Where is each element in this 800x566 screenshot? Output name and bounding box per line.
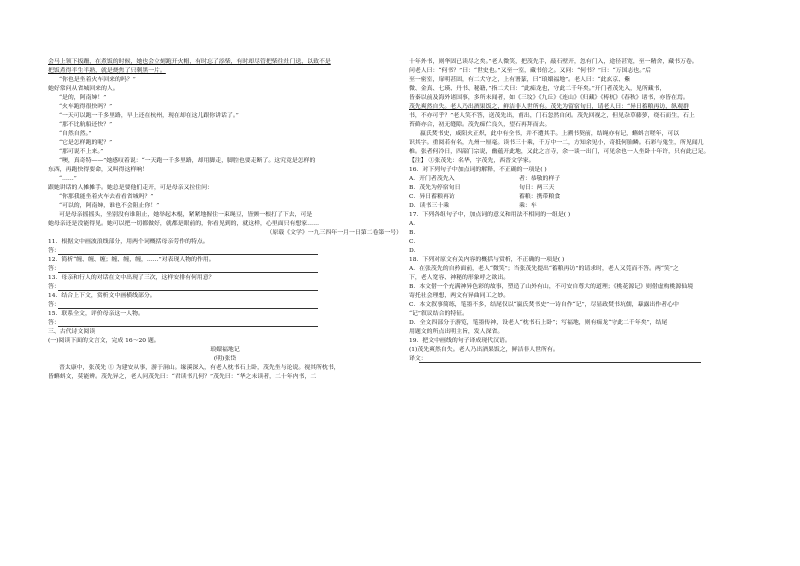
option-row[interactable]: A． [409,221,420,227]
option-sentence: D．读书三十乘 [409,203,450,209]
answer-field[interactable] [48,301,402,310]
option-explanation: 者：恭敬的样子 [519,176,561,182]
option-line: 下，老人宽容、神秘的形象呼之欲出。 [409,275,510,281]
option-explanation: 乘：车 [519,203,537,209]
question-16-options [409,175,761,211]
question-text: 13．母亲和行人的对话在文中出现了三次，这样安排有何用意？ [48,275,215,281]
passage-line: 嬴氏焚书史，咸阳火正炽，此中有全书，并不遭其手。上溯书契前，结绳亦有记，蝌蚪言嗟年，可以 [420,131,680,137]
source-note: （原载《文学》一九三四年一月一日第二卷第一号） [266,230,402,236]
passage-line: “自然自然。” [59,131,92,137]
passage-line: “可以的，阿南婶，谁也不会阻止你！” [59,203,160,209]
passage-author: (明)张岱 [213,356,237,362]
answer-label: 答： [48,248,60,254]
answer-field[interactable] [48,319,402,328]
passage-line: “它是怎样跑的呢？” [59,140,113,146]
option-line: C．本文叙事简练，笔墨不多，结尾仅以“嬴氏焚书史”一诗自作“记”，尽显政焚书坑儒，暴露出作者心中 [409,302,679,308]
question-list [48,238,402,328]
question-16: 16．对下列句子中加点词的解释，不正确的一项是( ) [409,167,547,173]
option-explanation: 旬日：两三天 [519,185,555,191]
section-title: 三、古代诗文阅读 [48,329,96,335]
passage-line: 问老人曰：“何书？”曰：“世史也。”又至一室，藏书倍之。又问：“何书？”曰：“万国志也。”后 [409,68,652,74]
right-column [409,58,761,364]
option-line: “记”叙议结合的特征。 [409,311,469,317]
answer-label: 答： [48,320,60,326]
passage-line: “……” [59,176,77,182]
passage-line: “火车跑得很快吗？” [59,104,113,110]
passage-line: “一天可以跑一千多里路，早上还在杭州，现在却在这儿跟你讲话了。” [59,113,239,119]
passage-line: “噢，真奇特——”她感叹着说：“一天跑一千多里路，却用脚走，脚腔也要走断了。这究竟是怎样的 [59,158,316,164]
option-row[interactable] [409,202,761,211]
passage-line: “那不比航船还快？” [59,122,113,128]
passage-line: 她好常问从省城回来的人。 [48,86,119,92]
option-row[interactable]: C． [409,239,420,245]
answer-field[interactable] [48,247,402,256]
option-line: B．本文借一个充满神异色彩的故事，塑造了山外有山，不可安自尊大的道理；《桃花源记》则借虚构桃源仙境 [409,284,694,290]
option-sentence: A．开门者茂先入 [409,176,455,182]
translation-field[interactable] [409,355,761,364]
passage-line: “你也是坐着火车回来的吗？” [59,77,136,83]
answer-field[interactable] [48,265,402,274]
passage-line: 晋太康中，张茂先 ① 为建安从事，游于洞山。缘溪深入，有老人枕书石上卧，茂先坐与论说。视其所枕书， [59,365,340,371]
question-text: 15．联系全文，评价母亲这一人物。 [48,311,144,317]
passage-line: 识其字。重阅若有名，九州一厘毫。读书三十乘，千万中一二，方知余见小，奇抵何胎鳞。石彩与鬼生，所见闻几 [409,140,704,146]
sub-title: (一)阅读下面的文言文，完成 16～20 题。 [48,338,160,344]
option-row[interactable] [409,193,761,202]
question-text: 11．根据文中画波浪线部分，用两个词概括母亲劳作的特点。 [48,239,209,245]
question-18-options [409,265,761,337]
question-19: 19．把文中画线的句子译成现代汉语。 [409,338,511,344]
classical-passage [48,364,402,382]
passage-line: 跟她讲话的人摊摊手。她总是要他们走开，可是母亲又拉住问： [48,185,213,191]
question-text: 14．结合上下文，赏析文中画横线部分。 [48,293,156,299]
passage-line: “是的，阿南婶！” [59,95,107,101]
answer-underline [58,272,318,273]
annotation-note: 【注】 ①张茂先：名华，字茂先，西晋文学家。 [409,158,535,164]
answer-label: 答： [48,302,60,308]
passage-line: 至一密室，扉明甚固，有二犬守之，上有署篆，曰“琅嬛福地”。老人曰：“此玄京、紫 [409,77,631,83]
option-line: 寄托社会理想，两文有异曲同工之妙。 [409,293,510,299]
passage-line: 书，不亦可乎？”老人笑不答，送茂先出，甫出，门石忽然自闭。茂先回视之，但见杂草藤萝，绕石而生，石上 [409,113,695,119]
option-row[interactable] [409,184,761,193]
classical-passage-continued [409,58,761,157]
passage-line: 十年外书，则华固已读尽之矣。”老人微笑，把茂先手，敲石壁开，忽有门入，途径甚宽，至一精舍，藏书万卷。 [409,59,698,65]
passage-line: 皆秦以前及海外诸国事，多所未闻者，如《三坟》《九丘》《连山》《归藏》《梼杌》《春秋》诸书，亦皆在焉。 [409,95,689,101]
passage-line: 把饭煮得半生半熟，就是烧焦了只剩黑一片。 [48,68,166,74]
passage-line: 可是母亲摇摇头，坐别没有谁阻止，她举起木棍，紧紧地握住一束绳豆，皆颤一根打了下去，可是 [59,212,313,218]
passage-line: “那可说不上来。” [59,149,104,155]
option-line: 用题文的所点出明主旨，发人深省。 [409,329,504,335]
question-text: 12．简析“缠、缠、缠；缠、缠，缠，……”对表现人物的作用。 [48,257,215,263]
question-17-options [409,220,761,256]
question-17: 17．下列各组句子中，加点词的意义和用法不相同的一组是( ) [409,212,571,218]
option-line: D．全文四部分于游览，笔墨传神，设老人“枕书石上卧”；写福地，则有痴龙“守此二千年矣”，结尾 [409,320,668,326]
passage-lines [48,58,402,229]
question-18: 18．下列对原文有关内容的概括与赏析，不正确的一项是( ) [409,257,565,263]
passage-line: 微、金真、七瑛、丹书、秘籍，”指二犬曰：“此痴龙也，守此二千年矣。”开门者茂先入，见所藏书， [409,86,666,92]
option-row[interactable]: B． [409,230,420,236]
passage-line: 她母亲还是没能得见。她可以把一切都做好，就都是眼前的，你看见到的，就这样，心里面只有想家…… [48,221,319,227]
passage-line: “你那我能坐着火车去看看省城吗？” [59,194,154,200]
answer-field[interactable] [48,283,402,292]
answer-underline [58,254,318,255]
option-sentence: B．茂先为停宿旬日 [409,185,461,191]
option-row[interactable] [409,175,761,184]
passage-line: 椎。张者何冷日，四韶门宗说，幽蕴开此地，又此之言寺，余一谈一出门，可见余也一人坐卧十年许，只有此已足。 [409,149,710,155]
question-19-sub: (1)茂先爽然自失。老人乃出酒果饭之，鲜洁非人世所有。 [409,347,559,353]
passage-title: 琅嬛福地记 [210,347,240,353]
option-row[interactable]: D． [409,248,420,254]
passage-line: 茂先爽然自失。老人乃出酒果饭之，鲜洁非人世所有。茂先为留宿旬日，请老人曰：“异日蓄粮再访，纵观群 [409,104,689,110]
translation-underline [419,362,701,363]
left-column [48,58,402,382]
answer-underline [58,308,318,309]
translation-label: 译文： [409,356,427,362]
answer-label: 答： [48,266,60,272]
option-explanation: 蓄粮：携带粮食 [519,194,561,200]
answer-underline [58,326,318,327]
passage-line: 东西，再跑快得要命，又叫得这样响！ [48,167,149,173]
passage-line: 苔藓亦合，初无缝隙。茂先痴伫良久，望石再拜而去。 [409,122,551,128]
option-line: A．在张茂先的自矜面前，老人“微笑”；当张茂先提出“蓄粮再访”的请求时，老人又莞而不答。两“笑”之 [409,266,679,272]
answer-label: 答： [48,284,60,290]
option-sentence: C．异日蓄粮再访 [409,194,455,200]
passage-line: 皆蝌蚪文，莫能辨。茂先异之，老人问茂先曰：“君读书几何？”茂先曰：“华之未读者，二十年内书，二 [48,374,317,380]
answer-underline [58,290,318,291]
passage-line: 会马上领下扳跚，在煮饭的时候，她也会立刻跑开火帽，有时忘了添柴，有时却尽管把柴往灶门送，以致不是 [48,59,331,65]
